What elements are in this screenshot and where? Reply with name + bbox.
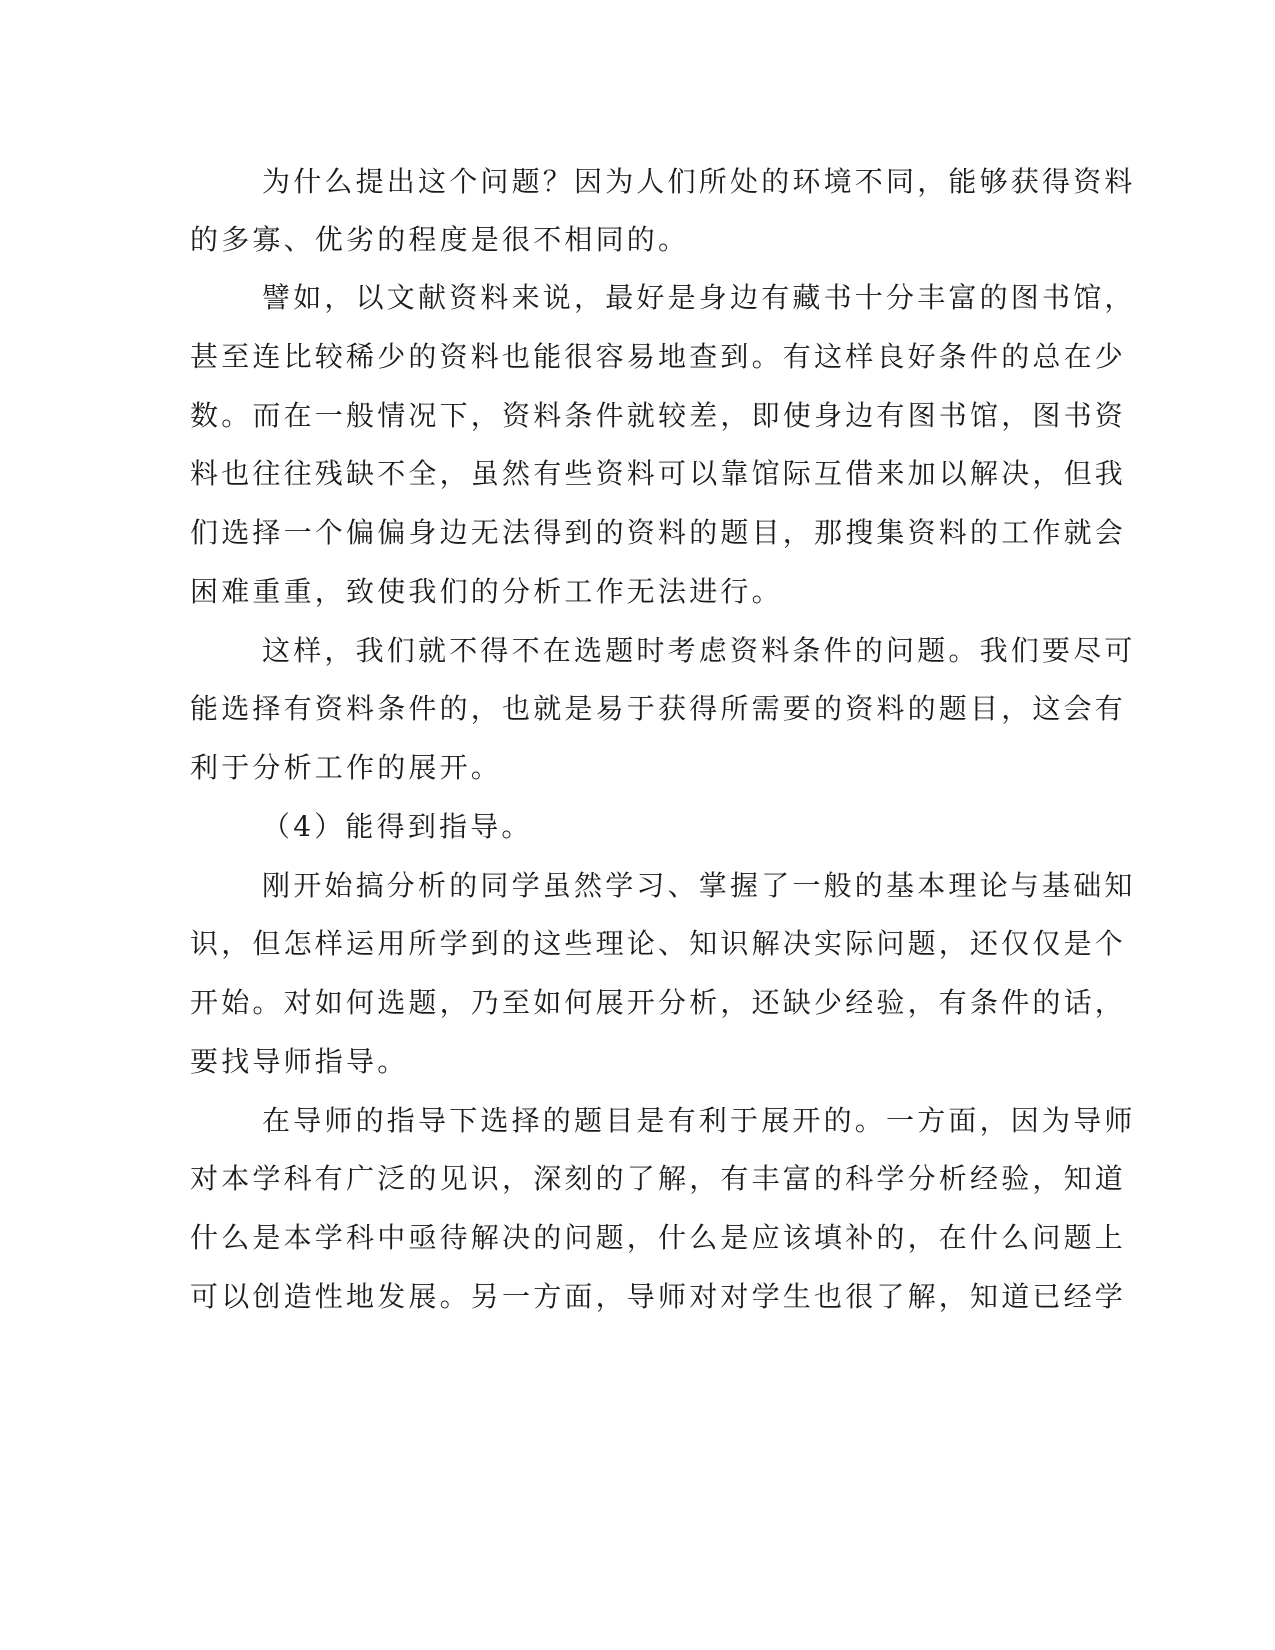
paragraph-line: 譬如，以文献资料来说，最好是身边有藏书十分丰富的图书馆， [262, 281, 1136, 314]
paragraph-line: 这样，我们就不得不在选题时考虑资料条件的问题。我们要尽可 [262, 634, 1136, 667]
paragraph-line: 困难重重，致使我们的分析工作无法进行。 [190, 575, 783, 608]
paragraph-line: 对本学科有广泛的见识，深刻的了解，有丰富的科学分析经验，知道 [190, 1162, 1127, 1195]
section-heading: （4）能得到指导。 [262, 810, 533, 843]
paragraph-line: 料也往往残缺不全，虽然有些资料可以靠馆际互借来加以解决，但我 [190, 457, 1127, 490]
paragraph-line: 刚开始搞分析的同学虽然学习、掌握了一般的基本理论与基础知 [262, 869, 1136, 902]
paragraph-line: 什么是本学科中亟待解决的问题，什么是应该填补的，在什么问题上 [190, 1221, 1127, 1254]
paragraph-line: 可以创造性地发展。另一方面，导师对对学生也很了解，知道已经学 [190, 1280, 1127, 1313]
paragraph-line: 识，但怎样运用所学到的这些理论、知识解决实际问题，还仅仅是个 [190, 927, 1127, 960]
paragraph-line: 数。而在一般情况下，资料条件就较差，即使身边有图书馆，图书资 [190, 399, 1127, 432]
paragraph-line: 开始。对如何选题，乃至如何展开分析，还缺少经验，有条件的话， [190, 986, 1127, 1019]
paragraph-line: 甚至连比较稀少的资料也能很容易地查到。有这样良好条件的总在少 [190, 340, 1127, 373]
paragraph-line: 为什么提出这个问题？因为人们所处的环境不同，能够获得资料 [262, 165, 1136, 198]
paragraph-line: 的多寡、优劣的程度是很不相同的。 [190, 223, 690, 256]
paragraph-line: 能选择有资料条件的，也就是易于获得所需要的资料的题目，这会有 [190, 692, 1127, 725]
paragraph-line: 们选择一个偏偏身边无法得到的资料的题目，那搜集资料的工作就会 [190, 516, 1127, 549]
paragraph-line: 利于分析工作的展开。 [190, 751, 503, 784]
paragraph-line: 在导师的指导下选择的题目是有利于展开的。一方面，因为导师 [262, 1104, 1136, 1137]
paragraph-line: 要找导师指导。 [190, 1045, 409, 1078]
